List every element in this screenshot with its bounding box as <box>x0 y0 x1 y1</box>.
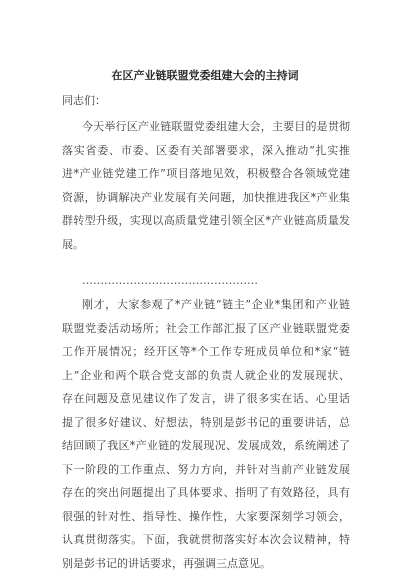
paragraph-1 <box>62 115 350 256</box>
ellipsis-separator: ………………………………………… <box>82 274 258 287</box>
paragraph-2 <box>62 293 350 575</box>
paragraph-line: 很强的针对性、指导性、操作性，大家要深刻学习领会， <box>62 509 350 523</box>
paragraph-line: 工作开展情况；经开区等*个工作专班成员单位和*家“链 <box>62 345 350 358</box>
paragraph-line: 下一阶段的工作重点、努力方向，并针对当前产业链发展 <box>62 462 350 476</box>
paragraph-line: 资源，协调解决产业发展有关问题，加快推进我区*产业集 <box>62 190 350 204</box>
paragraph-line: 认真贯彻落实。下面，我就贯彻落实好本次会议精神，特 <box>62 533 350 546</box>
paragraph-line: 今天举行区产业链联盟党委组建大会，主要目的是贯彻 <box>82 120 350 133</box>
salutation: 同志们： <box>62 94 106 107</box>
paragraph-line: 展。 <box>62 237 84 251</box>
paragraph-line: 群转型升级，实现以高质量党建引领全区*产业链高质量发 <box>62 214 350 227</box>
paragraph-line: 提了很多好建议、好想法，特别是彭书记的重要讲话，总 <box>62 415 350 429</box>
paragraph-line: 存在问题及意见建议作了发言，讲了很多实在话、心里话 <box>62 392 350 405</box>
paragraph-line: 结回顾了我区*产业链的发展现况、发展成效，系统阐述了 <box>62 439 350 452</box>
paragraph-line: 上”企业和两个联合党支部的负责人就企业的发展现状、 <box>62 368 350 382</box>
paragraph-line: 进*产业链党建工作”项目落地见效，积极整合各领域党建 <box>62 167 350 180</box>
paragraph-line: 存在的突出问题提出了具体要求、指明了有效路径，具有 <box>62 486 350 499</box>
document-title: 在区产业链联盟党委组建大会的主持词 <box>111 69 299 82</box>
paragraph-line: 联盟党委活动场所；社会工作部汇报了区产业链联盟党委 <box>62 321 350 335</box>
paragraph-line: 别是彭书记的讲话要求，再强调三点意见。 <box>62 556 271 570</box>
paragraph-line: 落实省委、市委、区委有关部署要求，深入推动“扎实推 <box>62 143 350 157</box>
paragraph-line: 刚才，大家参观了*产业链“链主”企业*集团和产业链 <box>82 298 350 311</box>
